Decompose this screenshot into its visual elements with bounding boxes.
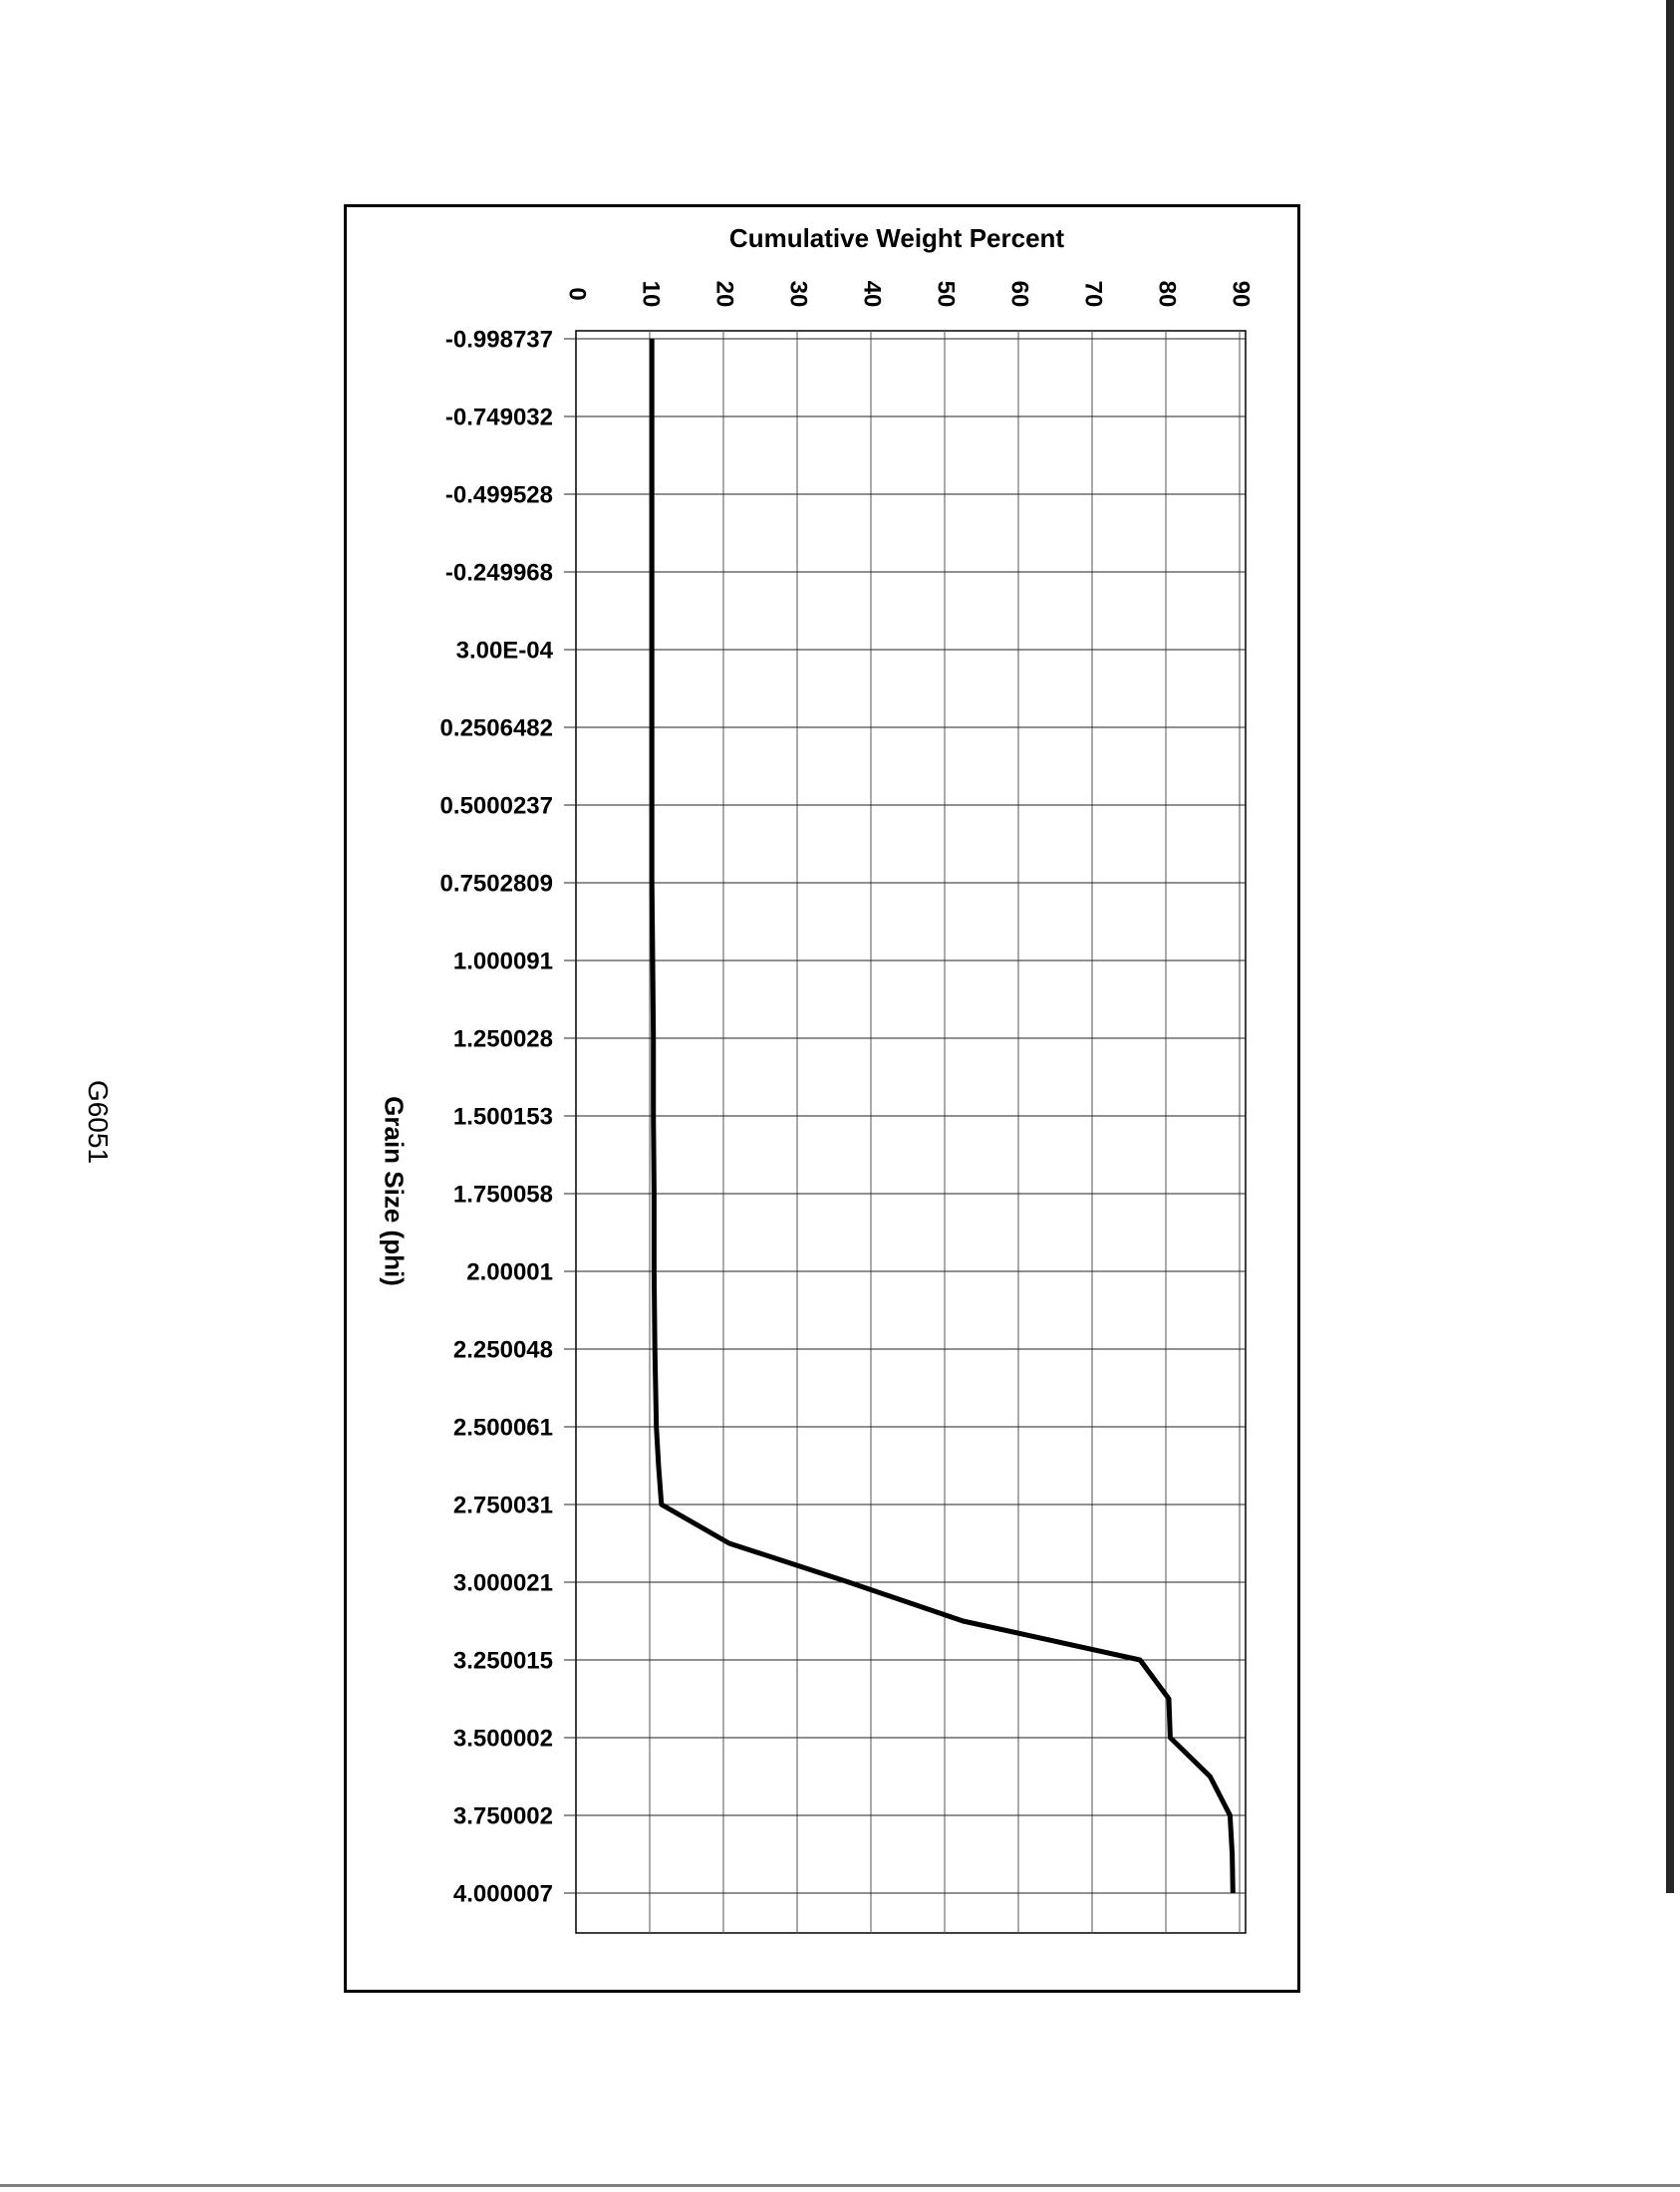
y-tick-label: 1.500153 [452,1103,553,1131]
bottom-edge-mark [0,2184,1680,2187]
x-tick-label: 50 [932,280,960,308]
plot-area [576,331,1246,1933]
y-tick-label: 3.500002 [452,1725,553,1753]
y-axis-title: Grain Size (phi) [379,1096,410,1286]
y-tick-label: -0.499528 [444,481,553,509]
y-tick-label: 1.750058 [452,1181,553,1209]
y-tick-label: 0.5000237 [439,792,553,820]
chart-title: Cumulative Weight Percent [728,223,1065,253]
x-tick-label: 90 [1227,280,1255,308]
y-tick-label: 1.000091 [452,948,553,975]
right-edge-mark [1666,0,1674,1893]
y-tick-label: 1.250028 [452,1025,553,1053]
x-tick-label: 10 [637,280,665,308]
y-tick-label: -0.998737 [444,326,553,354]
x-tick-label: 30 [784,280,812,308]
y-tick-label: 3.250015 [452,1647,553,1675]
y-tick-label: 0.2506482 [439,714,553,742]
y-tick-label: 2.750031 [452,1492,553,1519]
x-tick-label: 80 [1153,280,1181,308]
y-tick-label: 4.000007 [452,1880,553,1908]
y-tick-label: 2.250048 [452,1336,553,1364]
y-tick-label: 3.750002 [452,1802,553,1830]
x-tick-label: 60 [1005,280,1033,308]
x-tick-label: 70 [1079,280,1107,308]
y-tick-label: 2.00001 [466,1258,553,1286]
x-tick-label: 0 [563,287,591,301]
x-tick-label: 20 [710,280,738,308]
y-tick-label: -0.249968 [444,559,553,587]
y-tick-label: 3.00E-04 [455,637,553,665]
y-tick-label: 3.000021 [452,1569,553,1597]
y-tick-label: -0.749032 [444,404,553,431]
y-tick-label: 2.500061 [452,1414,553,1442]
x-tick-label: 40 [858,280,886,308]
y-tick-label: 0.7502809 [439,870,553,898]
document-code: G6051 [83,1079,114,1165]
